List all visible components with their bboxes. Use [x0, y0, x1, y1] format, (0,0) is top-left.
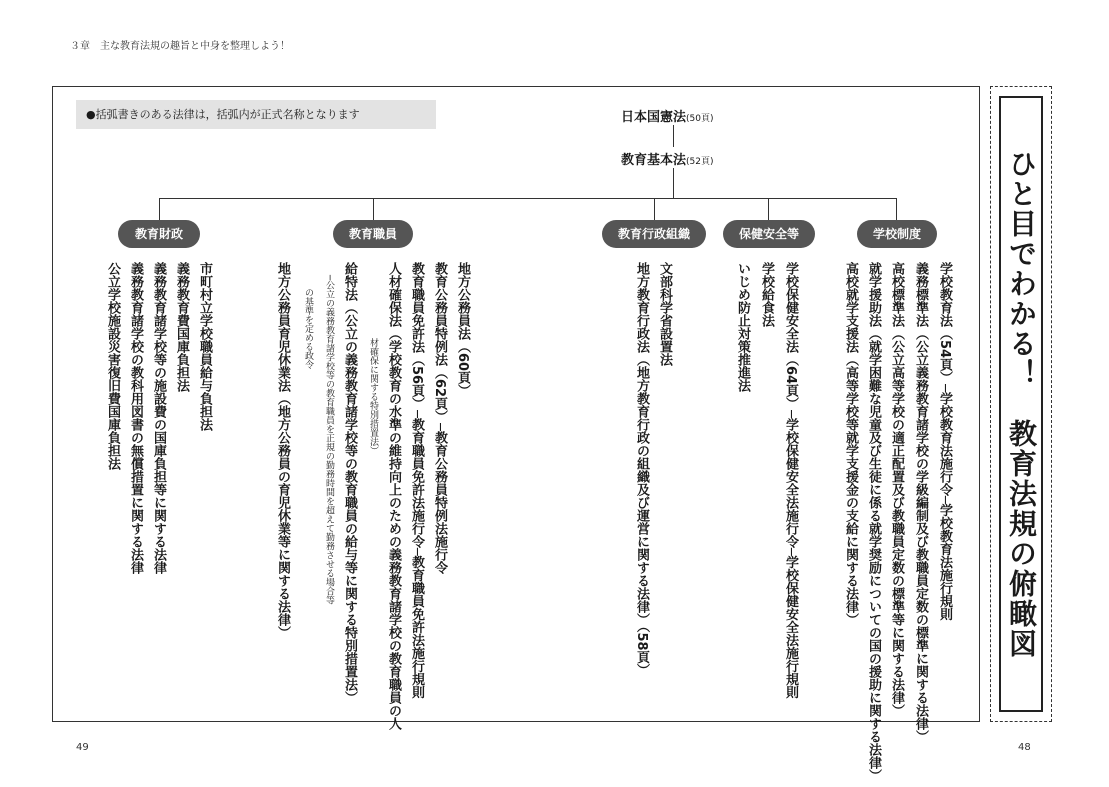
category-health: 保健安全等 [723, 220, 815, 248]
connector-root [673, 125, 674, 147]
law-admin-2: 地方教育行政法（地方教育行政の組織及び運営に関する法律）（58頁） [634, 262, 649, 677]
connector-horizontal [159, 198, 896, 199]
chapter-header: ３章 主な教育法規の趣旨と中身を整理しよう！ [70, 41, 290, 52]
connector-trunk [673, 168, 674, 198]
connector-staff [373, 198, 374, 221]
law-finance-1: 市町村立学校職員給与負担法 [197, 262, 212, 431]
law-school-5: 高校就学支援法（高等学校等就学支援金の支給に関する法律） [843, 262, 858, 626]
diagram-frame [52, 86, 980, 722]
root-constitution [621, 106, 714, 125]
category-school: 学校制度 [857, 220, 937, 248]
connector-school [896, 198, 897, 221]
side-title: ひと目でわかる！ 教育法規の俯瞰図 [999, 96, 1043, 712]
law-staff-4: 人材確保法（学校教育の水準の維持向上のための義務教育諸学校の教育職員の人 [386, 262, 401, 730]
law-staff-2: 教育公務員特例法（62頁）─教育公務員特例法施行令 [432, 262, 447, 574]
law-staff-6: 地方公務員育児休業法（地方公務員の育児休業等に関する法律） [275, 262, 290, 639]
law-staff-4-cont: 材確保に関する特別措置法） [368, 338, 378, 455]
connector-finance [159, 198, 160, 221]
law-staff-3: 教育職員免許法（56頁）─教育職員免許法施行令─教育職員免許法施行規則 [409, 262, 424, 699]
law-finance-3: 義務教育諸学校等の施設費の国庫負担等に関する法律 [151, 262, 166, 574]
law-health-3: いじめ防止対策推進法 [735, 262, 750, 392]
constitution-page: (50頁) [686, 114, 714, 124]
constitution-label: 日本国憲法 [621, 110, 687, 125]
law-admin-1: 文部科学省設置法 [657, 262, 672, 366]
page-number-left: 49 [76, 742, 89, 753]
law-finance-5: 公立学校施設災害復旧費国庫負担法 [105, 262, 120, 470]
law-finance-2: 義務教育費国庫負担法 [174, 262, 189, 392]
law-health-1: 学校保健安全法（64頁）─学校保健安全法施行令─学校保健安全法施行規則 [783, 262, 798, 699]
law-staff-1: 地方公務員法（60頁） [455, 262, 470, 398]
note-box: ●括弧書きのある法律は，括弧内が正式名称となります [76, 100, 436, 129]
root-basic-law [621, 149, 714, 168]
law-school-4: 就学援助法（就学困難な児童及び生徒に係る就学奨励についての国の援助に関する法律） [866, 262, 881, 782]
law-staff-5: 給特法（公立の義務教育諸学校等の教育職員の給与等に関する特別措置法） [342, 262, 357, 704]
category-staff: 教育職員 [333, 220, 413, 248]
connector-health [768, 198, 769, 221]
basic-law-page: (52頁) [686, 157, 714, 167]
basic-law-label: 教育基本法 [621, 153, 687, 168]
category-finance: 教育財政 [118, 220, 200, 248]
law-school-1: 学校教育法（54頁）─学校教育法施行令─学校教育法施行規則 [937, 262, 952, 621]
law-finance-4: 義務教育諸学校の教科用図書の無償措置に関する法律 [128, 262, 143, 574]
law-staff-5-sub-cont: の基準を定める政令 [303, 288, 313, 369]
law-health-2: 学校給食法 [759, 262, 774, 327]
law-school-3: 高校標準法（公立高等学校の適正配置及び教職員定数の標準等に関する法律） [889, 262, 904, 717]
connector-admin [654, 198, 655, 221]
page-number-right: 48 [1018, 742, 1031, 753]
law-staff-5-sub: ─公立の義務教育諸学校等の教育職員を正規の勤務時間を超えて勤務させる場合等 [324, 275, 334, 605]
category-administration: 教育行政組織 [602, 220, 706, 248]
law-school-2: 義務標準法（公立義務教育諸学校の学級編制及び教職員定数の標準に関する法律） [913, 262, 928, 743]
